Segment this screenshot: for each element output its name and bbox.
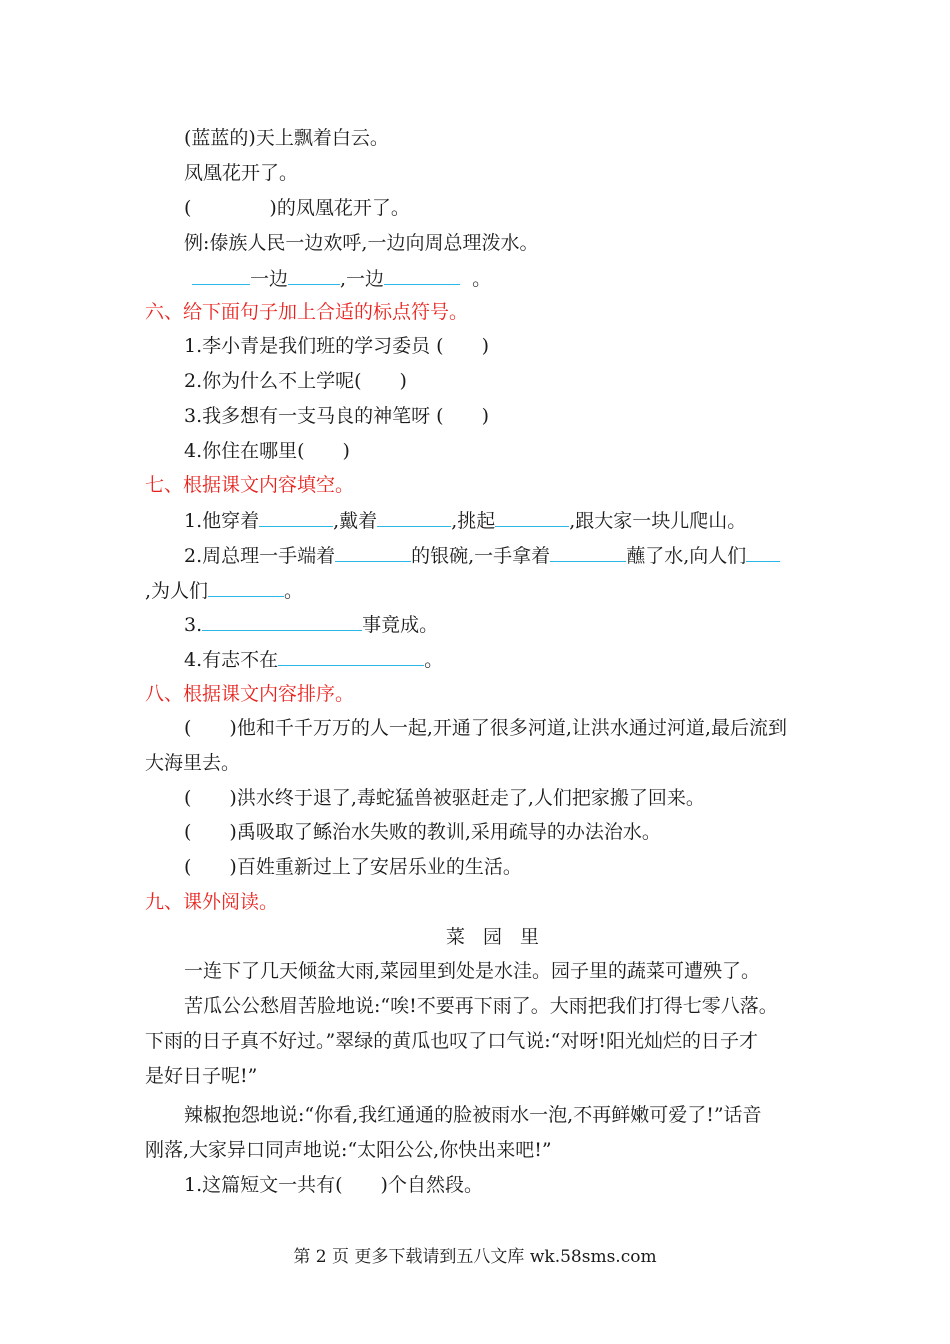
example-sentence: (蓝蓝的)天上飘着白云。 xyxy=(184,127,389,149)
list-item: 2.你为什么不上学呢( ) xyxy=(184,370,407,392)
reading-paragraph-cont: 刚落,大家异口同声地说:“太阳公公,你快出来吧!” xyxy=(145,1139,552,1161)
sentence-base: 凤凰花开了。 xyxy=(184,162,299,184)
answer-blank[interactable] xyxy=(278,647,424,666)
fill-question-2: 2.周总理一手端着 的银碗,一手拿着 蘸了水,向人们 xyxy=(184,543,780,568)
list-item: ( )他和千千万万的人一起,开通了很多河道,让洪水通过河道,最后流到 xyxy=(184,717,787,739)
fill-question-1: 1.他穿着 ,戴着 ,挑起 ,跟大家一块儿爬山。 xyxy=(184,510,747,532)
fill-sentence: ( )的凤凰花开了。 xyxy=(184,197,410,219)
list-item: 4.你住在哪里( ) xyxy=(184,440,350,462)
answer-blank[interactable] xyxy=(495,508,569,527)
list-item-cont: 大海里去。 xyxy=(145,752,241,774)
section-heading-9: 九、课外阅读。 xyxy=(145,891,279,913)
section-heading-6: 六、给下面句子加上合适的标点符号。 xyxy=(145,301,469,323)
list-item: ( )洪水终于退了,毒蛇猛兽被驱赶走了,人们把家搬了回来。 xyxy=(184,787,705,809)
answer-blank[interactable] xyxy=(746,543,780,562)
list-item: 3.我多想有一支马良的神笔呀 ( ) xyxy=(184,405,489,427)
list-item: 1.李小青是我们班的学习委员 ( ) xyxy=(184,335,489,357)
answer-blank[interactable] xyxy=(377,508,451,527)
section-heading-7: 七、根据课文内容填空。 xyxy=(145,474,355,496)
list-item: ( )百姓重新过上了安居乐业的生活。 xyxy=(184,856,522,878)
reading-question: 1.这篇短文一共有( )个自然段。 xyxy=(184,1174,483,1196)
answer-blank[interactable] xyxy=(550,543,626,562)
answer-blank[interactable] xyxy=(288,266,340,285)
answer-blank[interactable] xyxy=(384,266,460,285)
fill-question-4: 4.有志不在 。 xyxy=(184,649,444,671)
answer-blank[interactable] xyxy=(202,612,362,631)
answer-blank[interactable] xyxy=(192,266,250,285)
fill-sentence-2: 一边 ,一边 。 xyxy=(192,266,491,291)
answer-blank[interactable] xyxy=(259,508,333,527)
answer-blank[interactable] xyxy=(208,578,284,597)
page-footer: 第 2 页 更多下载请到五八文库 wk.58sms.com xyxy=(293,1247,657,1267)
section-heading-8: 八、根据课文内容排序。 xyxy=(145,683,355,705)
fill-question-3: 3. 事竟成。 xyxy=(184,614,439,636)
reading-paragraph: 辣椒抱怨地说:“你看,我红通通的脸被雨水一泡,不再鲜嫩可爱了!”话音 xyxy=(184,1104,762,1126)
reading-title: 菜园里 xyxy=(446,926,558,948)
fill-question-2-cont: ,为人们 。 xyxy=(145,580,304,602)
reading-paragraph: 苦瓜公公愁眉苦脸地说:“唉!不要再下雨了。大雨把我们打得七零八落。 xyxy=(184,995,778,1017)
example-sentence-2: 例:傣族人民一边欢呼,一边向周总理泼水。 xyxy=(184,232,539,254)
answer-blank[interactable] xyxy=(335,543,411,562)
reading-paragraph-cont: 下雨的日子真不好过。”翠绿的黄瓜也叹了口气说:“对呀!阳光灿烂的日子才 xyxy=(145,1030,758,1052)
reading-paragraph-cont: 是好日子呢!” xyxy=(145,1065,258,1087)
reading-paragraph: 一连下了几天倾盆大雨,菜园里到处是水洼。园子里的蔬菜可遭殃了。 xyxy=(184,960,761,982)
list-item: ( )禹吸取了鲧治水失败的教训,采用疏导的办法治水。 xyxy=(184,821,661,843)
